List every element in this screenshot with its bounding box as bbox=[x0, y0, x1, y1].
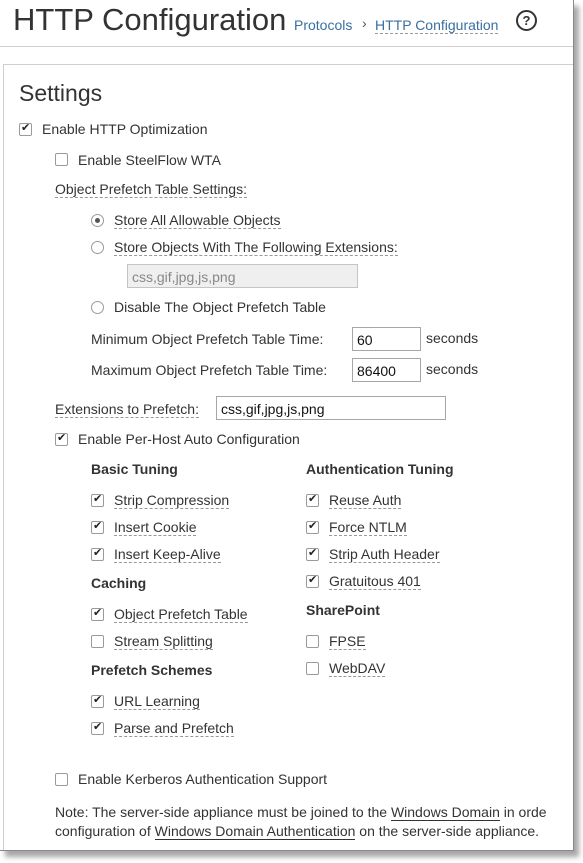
basic-tuning-heading: Basic Tuning bbox=[91, 461, 178, 477]
breadcrumb-current[interactable]: HTTP Configuration bbox=[375, 17, 499, 33]
store-ext-radio[interactable] bbox=[91, 241, 104, 254]
max-time-input[interactable]: 86400 bbox=[352, 358, 421, 382]
gratuitous-401-checkbox[interactable] bbox=[306, 575, 319, 588]
enable-steelflow-label: Enable SteelFlow WTA bbox=[78, 152, 221, 168]
disable-prefetch-radio[interactable] bbox=[91, 301, 104, 314]
insert-cookie-checkbox[interactable] bbox=[91, 521, 104, 534]
page-title: HTTP Configuration bbox=[13, 2, 287, 37]
strip-auth-header-checkbox[interactable] bbox=[306, 548, 319, 561]
gratuitous-401-label: Gratuitous 401 bbox=[329, 573, 421, 589]
fpse-label: FPSE bbox=[329, 633, 366, 649]
enable-http-optimization-checkbox[interactable] bbox=[19, 123, 32, 136]
fpse-checkbox[interactable] bbox=[306, 635, 319, 648]
note-line-1 bbox=[55, 804, 547, 820]
strip-auth-header-label: Strip Auth Header bbox=[329, 546, 440, 562]
force-ntlm-label: Force NTLM bbox=[329, 519, 407, 535]
windows-domain-auth-link[interactable]: Windows Domain Authentication bbox=[154, 823, 356, 839]
stream-splitting-label: Stream Splitting bbox=[114, 633, 213, 649]
insert-keep-alive-checkbox[interactable] bbox=[91, 548, 104, 561]
max-time-unit: seconds bbox=[426, 361, 479, 377]
max-time-label: Maximum Object Prefetch Table Time: bbox=[91, 362, 328, 378]
windows-domain-link[interactable]: Windows Domain bbox=[390, 804, 500, 820]
note-line-1-prefix: Note: The server-side appliance must be joined to the bbox=[55, 804, 391, 820]
breadcrumb-protocols[interactable]: Protocols bbox=[294, 17, 353, 33]
note-line-1-suffix: in orde bbox=[499, 804, 547, 820]
prefetch-schemes-heading: Prefetch Schemes bbox=[91, 662, 213, 678]
strip-compression-label: Strip Compression bbox=[114, 492, 230, 508]
url-learning-label: URL Learning bbox=[114, 693, 200, 709]
note-line-2-prefix: configuration of bbox=[55, 823, 155, 839]
per-host-checkbox[interactable] bbox=[55, 433, 68, 446]
extensions-label: Extensions to Prefetch: bbox=[55, 401, 199, 417]
kerberos-label: Enable Kerberos Authentication Support bbox=[78, 771, 328, 787]
insert-cookie-label: Insert Cookie bbox=[114, 519, 197, 535]
webdav-checkbox[interactable] bbox=[306, 662, 319, 675]
strip-compression-checkbox[interactable] bbox=[91, 494, 104, 507]
min-time-input[interactable]: 60 bbox=[352, 327, 421, 351]
settings-heading: Settings bbox=[19, 80, 103, 106]
sharepoint-heading: SharePoint bbox=[306, 602, 380, 618]
parse-and-prefetch-label: Parse and Prefetch bbox=[114, 720, 234, 736]
help-icon[interactable]: ? bbox=[516, 10, 537, 31]
note-line-2-suffix: on the server-side appliance. bbox=[355, 823, 540, 839]
store-ext-input[interactable]: css,gif,jpg,js,png bbox=[127, 264, 358, 288]
kerberos-checkbox[interactable] bbox=[55, 773, 68, 786]
prefetch-table-settings-heading: Object Prefetch Table Settings: bbox=[55, 181, 247, 197]
min-time-label: Minimum Object Prefetch Table Time: bbox=[91, 331, 324, 347]
extensions-input[interactable]: css,gif,jpg,js,png bbox=[216, 396, 446, 420]
per-host-label: Enable Per-Host Auto Configuration bbox=[78, 431, 300, 447]
url-learning-checkbox[interactable] bbox=[91, 695, 104, 708]
auth-tuning-heading: Authentication Tuning bbox=[306, 461, 454, 477]
disable-prefetch-label: Disable The Object Prefetch Table bbox=[114, 299, 326, 315]
min-time-unit: seconds bbox=[426, 330, 479, 346]
webdav-label: WebDAV bbox=[329, 660, 386, 676]
enable-http-optimization-label: Enable HTTP Optimization bbox=[42, 121, 208, 137]
page-header bbox=[0, 0, 573, 47]
enable-steelflow-checkbox[interactable] bbox=[55, 153, 68, 166]
reuse-auth-checkbox[interactable] bbox=[306, 494, 319, 507]
parse-and-prefetch-checkbox[interactable] bbox=[91, 722, 104, 735]
store-ext-label: Store Objects With The Following Extensions: bbox=[114, 239, 398, 255]
note-line-2 bbox=[55, 823, 539, 839]
settings-panel bbox=[3, 64, 574, 851]
force-ntlm-checkbox[interactable] bbox=[306, 521, 319, 534]
store-all-radio[interactable] bbox=[91, 214, 104, 227]
store-all-label: Store All Allowable Objects bbox=[114, 212, 281, 228]
object-prefetch-table-checkbox[interactable] bbox=[91, 608, 104, 621]
stream-splitting-checkbox[interactable] bbox=[91, 635, 104, 648]
breadcrumb-separator-icon: › bbox=[362, 15, 367, 31]
insert-keep-alive-label: Insert Keep-Alive bbox=[114, 546, 221, 562]
caching-heading: Caching bbox=[91, 575, 147, 591]
object-prefetch-table-label: Object Prefetch Table bbox=[114, 606, 248, 622]
reuse-auth-label: Reuse Auth bbox=[329, 492, 402, 508]
